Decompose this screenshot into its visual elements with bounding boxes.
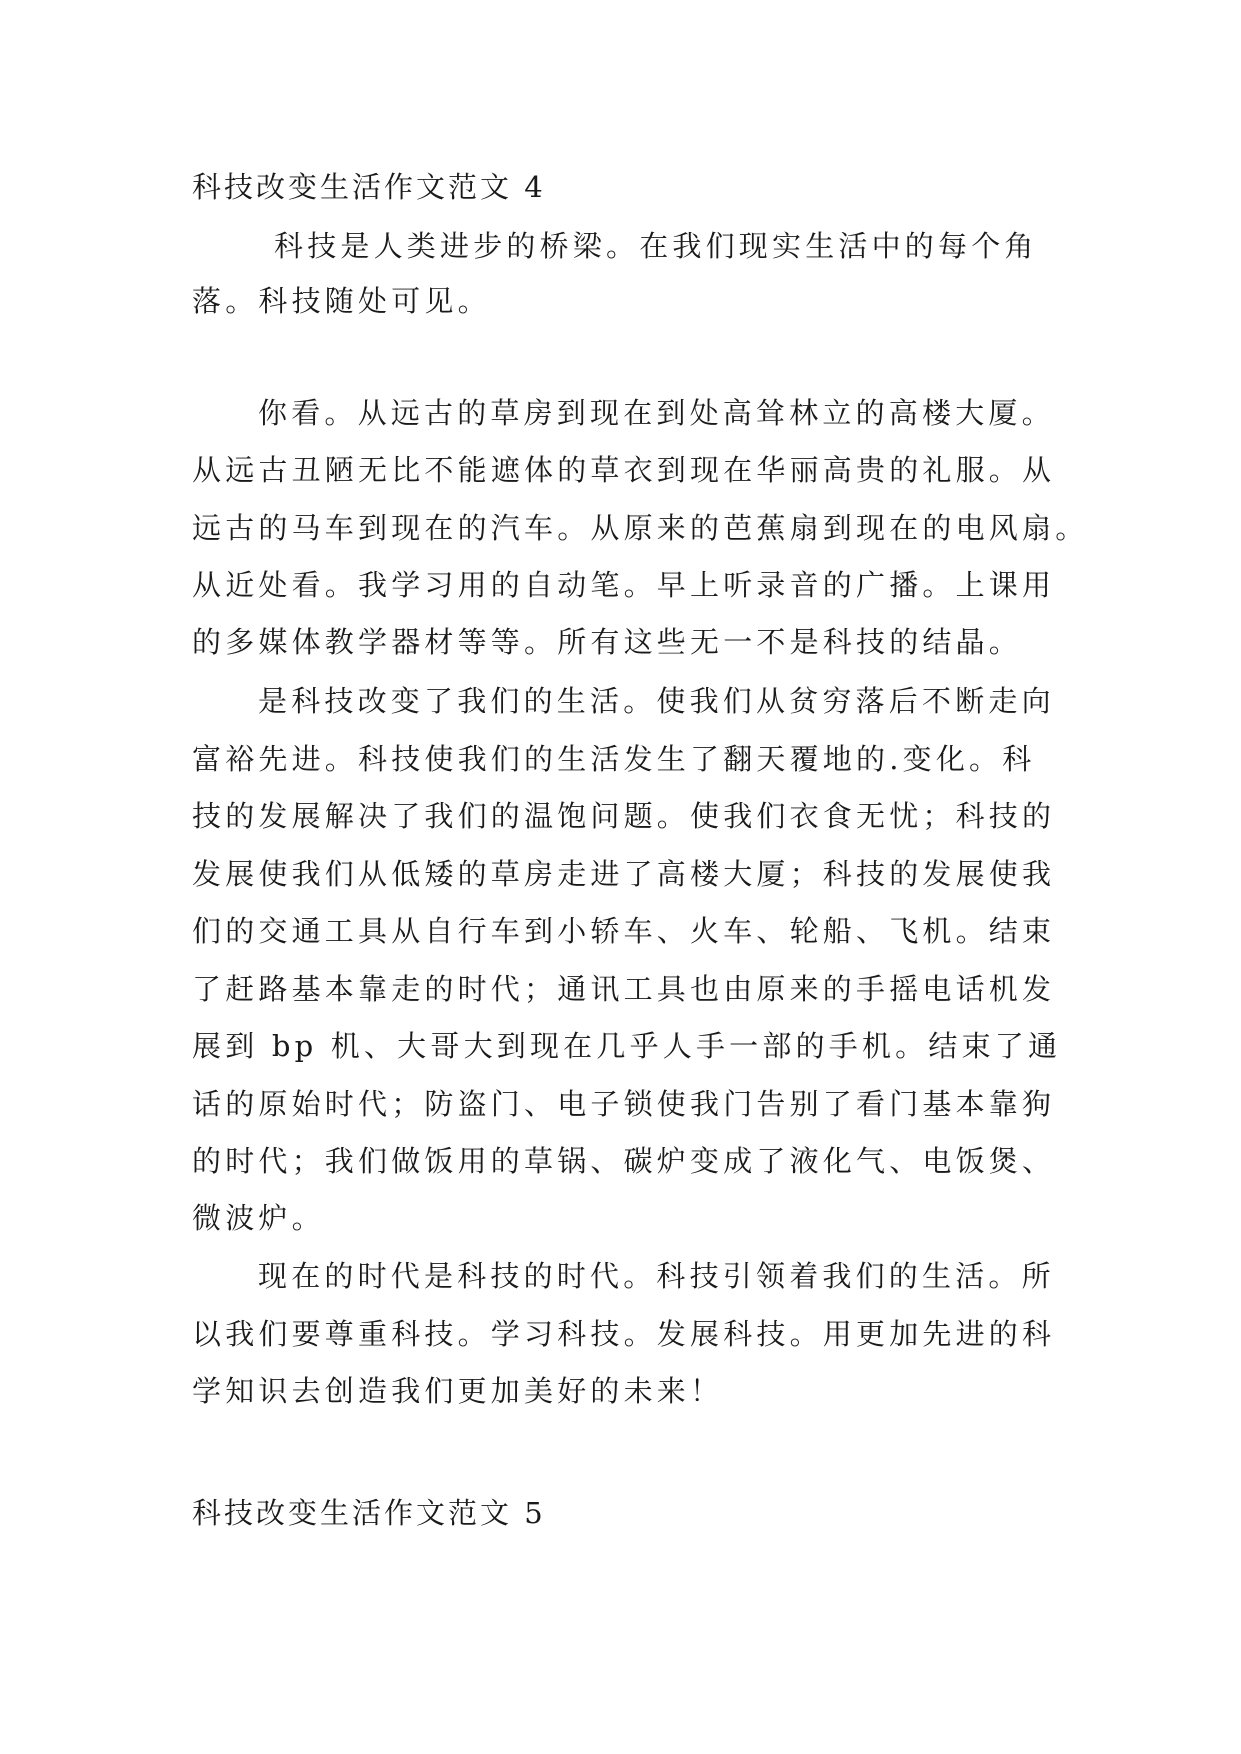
paragraph-3-line-10: 微波炉。 <box>192 1201 325 1235</box>
paragraph-1-line-2: 落。科技随处可见。 <box>192 284 491 318</box>
paragraph-3-line-5: 们的交通工具从自行车到小轿车、火车、轮船、飞机。结束 <box>192 914 1056 948</box>
paragraph-3-line-9: 的时代；我们做饭用的草锅、碳炉变成了液化气、电饭煲、 <box>192 1144 1056 1178</box>
paragraph-3-line-6: 了赶路基本靠走的时代；通讯工具也由原来的手摇电话机发 <box>192 972 1056 1006</box>
paragraph-3-line-7: 展到 bp 机、大哥大到现在几乎人手一部的手机。结束了通 <box>192 1029 1062 1063</box>
paragraph-3-line-4: 发展使我们从低矮的草房走进了高楼大厦；科技的发展使我 <box>192 857 1056 891</box>
paragraph-2-line-3: 远古的马车到现在的汽车。从原来的芭蕉扇到现在的电风扇。 <box>192 511 1089 545</box>
paragraph-2-line-1: 你看。从远古的草房到现在到处高耸林立的高楼大厦。 <box>258 396 1055 430</box>
paragraph-3-line-2: 富裕先进。科技使我们的生活发生了翻天覆地的.变化。科 <box>192 742 1036 776</box>
paragraph-3-line-3: 技的发展解决了我们的温饱问题。使我们衣食无忧；科技的 <box>192 799 1056 833</box>
paragraph-3-line-1: 是科技改变了我们的生活。使我们从贫穷落后不断走向 <box>258 684 1055 718</box>
paragraph-4-line-2: 以我们要尊重科技。学习科技。发展科技。用更加先进的科 <box>192 1317 1056 1351</box>
paragraph-4-line-1: 现在的时代是科技的时代。科技引领着我们的生活。所 <box>258 1259 1055 1293</box>
section-heading-5: 科技改变生活作文范文 5 <box>192 1496 546 1530</box>
paragraph-4-line-3: 学知识去创造我们更加美好的未来！ <box>192 1374 724 1408</box>
paragraph-2-line-5: 的多媒体教学器材等等。所有这些无一不是科技的结晶。 <box>192 625 1023 659</box>
paragraph-2-line-4: 从近处看。我学习用的自动笔。早上听录音的广播。上课用 <box>192 568 1056 602</box>
paragraph-1-line-1: 科技是人类进步的桥梁。在我们现实生活中的每个角 <box>274 229 1038 263</box>
paragraph-2-line-2: 从远古丑陋无比不能遮体的草衣到现在华丽高贵的礼服。从 <box>192 453 1056 487</box>
paragraph-3-line-8: 话的原始时代；防盗门、电子锁使我门告别了看门基本靠狗 <box>192 1087 1056 1121</box>
section-heading-4: 科技改变生活作文范文 4 <box>192 170 546 204</box>
